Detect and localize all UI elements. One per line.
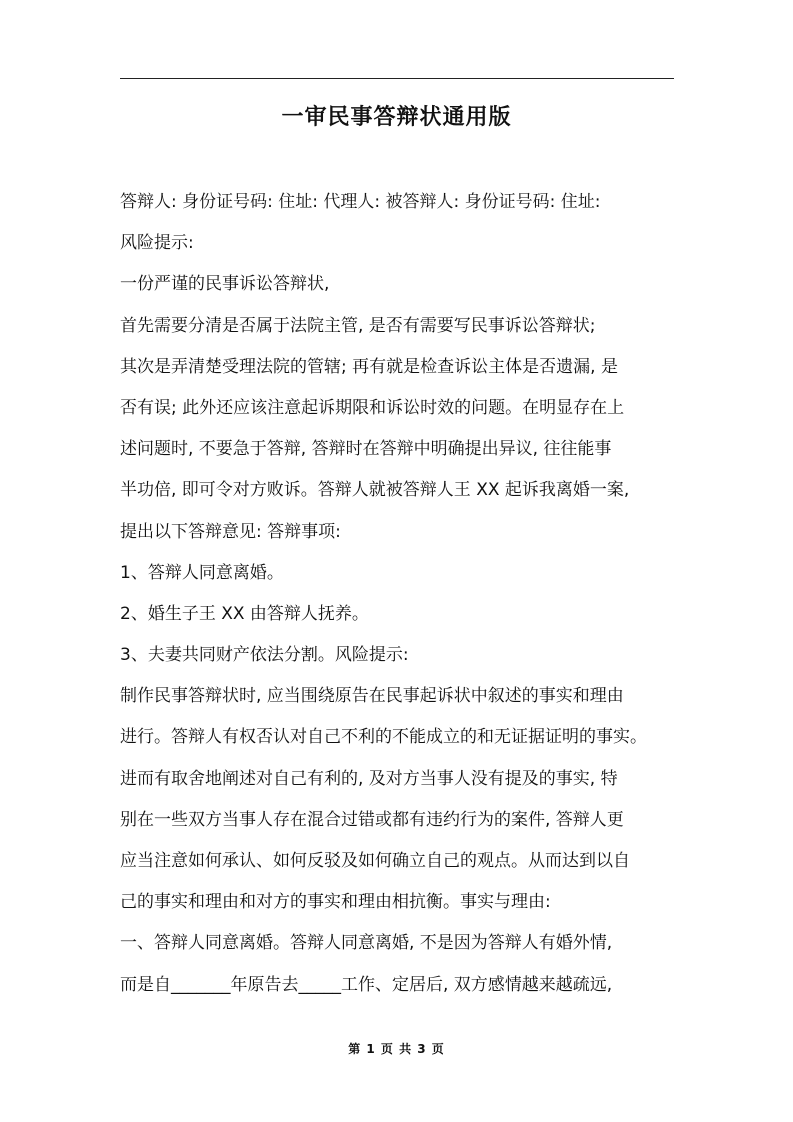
body-line: 提出以下答辩意见: 答辩事项: xyxy=(120,521,341,542)
document-title: 一审民事答辩状通用版 xyxy=(281,105,512,130)
body-line: 而是自_______年原告去_____工作、定居后, 双方感情越来越疏远, xyxy=(120,974,613,995)
header-divider xyxy=(120,78,674,79)
body-line: 别在一些双方当事人存在混合过错或都有违约行为的案件, 答辩人更 xyxy=(120,809,624,830)
document-body xyxy=(120,182,680,1006)
body-line: 一、答辩人同意离婚。答辩人同意离婚, 不是因为答辩人有婚外情, xyxy=(120,933,613,954)
body-line: 其次是弄清楚受理法院的管辖; 再有就是检查诉讼主体是否遗漏, 是 xyxy=(120,356,618,377)
body-line: 述问题时, 不要急于答辩, 答辩时在答辩中明确提出异议, 往往能事 xyxy=(120,439,612,460)
body-line: 否有误; 此外还应该注意起诉期限和诉讼时效的问题。在明显存在上 xyxy=(120,397,625,418)
body-line: 首先需要分清是否属于法院主管, 是否有需要写民事诉讼答辩状; xyxy=(120,315,596,336)
body-line: 1、答辩人同意离婚。 xyxy=(120,562,284,583)
body-line: 进而有取舍地阐述对自己有利的, 及对方当事人没有提及的事实, 特 xyxy=(120,768,618,789)
body-line: 一份严谨的民事诉讼答辩状, xyxy=(120,274,330,295)
body-line: 应当注意如何承认、如何反驳及如何确立自己的观点。从而达到以自 xyxy=(120,851,630,871)
body-line: 己的事实和理由和对方的事实和理由相抗衡。事实与理由: xyxy=(120,892,551,913)
body-line: 半功倍, 即可令对方败诉。答辩人就被答辩人王 XX 起诉我离婚一案, xyxy=(120,480,630,501)
body-line: 答辩人: 身份证号码: 住址: 代理人: 被答辩人: 身份证号码: 住址: xyxy=(120,192,601,212)
body-line: 2、婚生子王 XX 由答辩人抚养。 xyxy=(120,603,369,624)
page-number-footer: 第 1 页 共 3 页 xyxy=(348,1042,445,1056)
body-line: 进行。答辩人有权否认对自己不利的不能成立的和无证据证明的事实。 xyxy=(120,727,647,748)
body-line: 3、夫妻共同财产依法分割。风险提示: xyxy=(120,645,409,666)
body-line: 风险提示: xyxy=(120,233,194,254)
body-line: 制作民事答辩状时, 应当围绕原告在民事起诉状中叙述的事实和理由 xyxy=(120,686,624,707)
